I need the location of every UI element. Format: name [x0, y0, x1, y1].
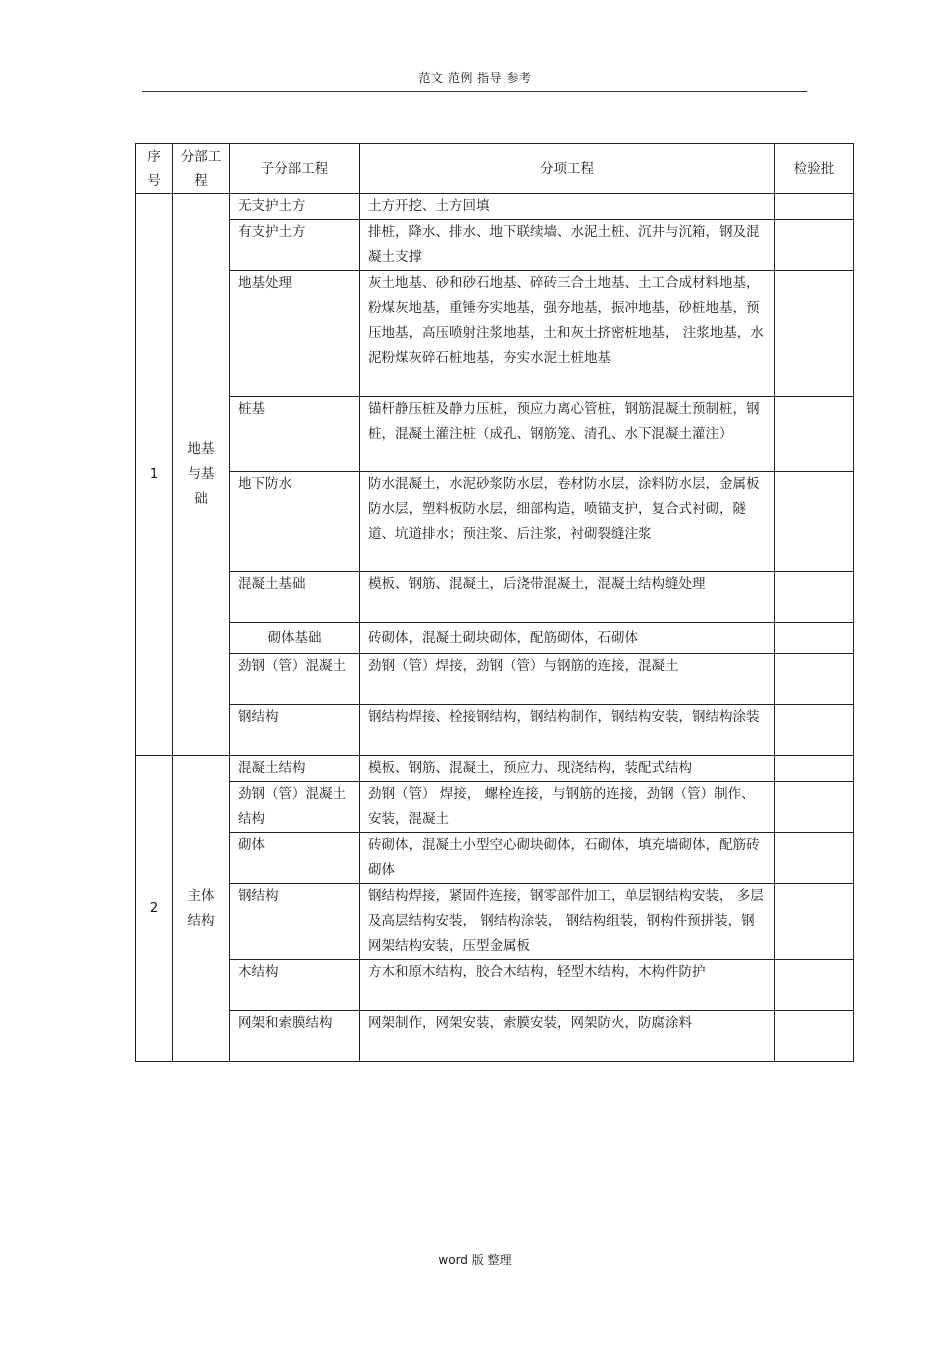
table-row — [136, 705, 854, 756]
table-row — [136, 884, 854, 960]
subdivision-cell: 木结构 — [230, 960, 360, 1011]
header-divider — [142, 91, 807, 92]
group-no: 1 — [136, 194, 173, 756]
table-row — [136, 220, 854, 271]
batch-cell — [775, 397, 854, 472]
batch-cell — [775, 1011, 854, 1062]
table-row — [136, 623, 854, 654]
batch-cell — [775, 884, 854, 960]
subdivision-cell: 砌体基础 — [230, 623, 360, 654]
subdivision-cell: 劲钢（管）混凝土 — [230, 654, 360, 705]
batch-cell — [775, 194, 854, 220]
items-cell: 方木和原木结构，胶合木结构，轻型木结构，木构件防护 — [360, 960, 775, 1011]
items-cell: 钢结构焊接，紧固件连接，钢零部件加工，单层钢结构安装， 多层及高层结构安装， 钢结构涂装， 钢结构组装，钢构件预拼装，钢网架结构安装，压型金属板 — [360, 884, 775, 960]
items-cell: 模板、钢筋、混凝土，后浇带混凝土，混凝土结构缝处理 — [360, 572, 775, 623]
table-row — [136, 472, 854, 572]
items-cell: 排桩，降水、排水、地下联续墙、水泥土桩、沉井与沉箱，钢及混凝土支撑 — [360, 220, 775, 271]
batch-cell — [775, 960, 854, 1011]
items-cell: 劲钢（管）焊接，劲钢（管）与钢筋的连接，混凝土 — [360, 654, 775, 705]
table-row — [136, 572, 854, 623]
subdivision-cell: 砌体 — [230, 833, 360, 884]
items-cell: 灰土地基、砂和砂石地基、碎砖三合土地基、土工合成材料地基，粉煤灰地基，重锤夯实地基，强夯地基，振冲地基，砂桩地基，预压地基，高压喷射注浆地基，土和灰土挤密桩地基， 注浆地基，水泥粉煤灰碎石桩地基，夯实水泥土桩地基 — [360, 271, 775, 397]
table-row — [136, 782, 854, 833]
table-row — [136, 654, 854, 705]
batch-cell — [775, 782, 854, 833]
subdivision-cell: 混凝土基础 — [230, 572, 360, 623]
items-cell: 钢结构焊接、栓接钢结构，钢结构制作，钢结构安装，钢结构涂装 — [360, 705, 775, 756]
header-batch: 检验批 — [775, 144, 854, 194]
table-row — [136, 271, 854, 397]
subdivision-cell: 无支护土方 — [230, 194, 360, 220]
header-division: 分部工程 — [173, 144, 230, 194]
header-no: 序号 — [136, 144, 173, 194]
subdivision-cell: 钢结构 — [230, 884, 360, 960]
subdivision-cell: 地基处理 — [230, 271, 360, 397]
table-row — [136, 833, 854, 884]
group-no: 2 — [136, 756, 173, 1062]
project-division-table — [135, 143, 854, 1062]
items-cell: 砖砌体，混凝土砌块砌体，配筋砌体，石砌体 — [360, 623, 775, 654]
batch-cell — [775, 705, 854, 756]
page-footer: word 版 整理 — [438, 1253, 512, 1267]
table-row — [136, 756, 854, 782]
subdivision-cell: 有支护土方 — [230, 220, 360, 271]
subdivision-cell: 地下防水 — [230, 472, 360, 572]
batch-cell — [775, 654, 854, 705]
items-cell: 模板、钢筋、混凝土，预应力、现浇结构，装配式结构 — [360, 756, 775, 782]
table-row — [136, 194, 854, 220]
subdivision-cell: 钢结构 — [230, 705, 360, 756]
subdivision-cell: 网架和索膜结构 — [230, 1011, 360, 1062]
items-cell: 锚杆静压桩及静力压桩，预应力离心管桩，钢筋混凝土预制桩，钢桩，混凝土灌注桩（成孔、钢筋笼、清孔、水下混凝土灌注） — [360, 397, 775, 472]
table-row — [136, 397, 854, 472]
group-division-name: 主体结构 — [173, 756, 230, 1062]
subdivision-cell: 桩基 — [230, 397, 360, 472]
items-cell: 土方开挖、土方回填 — [360, 194, 775, 220]
items-cell: 防水混凝土，水泥砂浆防水层，卷材防水层，涂料防水层，金属板防水层，塑料板防水层，细部构造，喷锚支护，复合式衬砌，隧道、坑道排水；预注浆、后注浆，衬砌裂缝注浆 — [360, 472, 775, 572]
batch-cell — [775, 833, 854, 884]
table-header-row — [136, 144, 854, 194]
batch-cell — [775, 572, 854, 623]
header-subdivision: 子分部工程 — [230, 144, 360, 194]
items-cell: 网架制作，网架安装，索膜安装，网架防火，防腐涂料 — [360, 1011, 775, 1062]
batch-cell — [775, 472, 854, 572]
table-row — [136, 1011, 854, 1062]
subdivision-cell: 劲钢（管）混凝土结构 — [230, 782, 360, 833]
items-cell: 砖砌体，混凝土小型空心砌块砌体，石砌体，填充墙砌体，配筋砖砌体 — [360, 833, 775, 884]
batch-cell — [775, 756, 854, 782]
batch-cell — [775, 271, 854, 397]
header-items: 分项工程 — [360, 144, 775, 194]
batch-cell — [775, 220, 854, 271]
table-row — [136, 960, 854, 1011]
group-division-name: 地基与基础 — [173, 194, 230, 756]
items-cell: 劲钢（管） 焊接， 螺栓连接，与钢筋的连接，劲钢（管）制作、安装，混凝土 — [360, 782, 775, 833]
batch-cell — [775, 623, 854, 654]
page-header: 范文 范例 指导 参考 — [418, 71, 532, 85]
subdivision-cell: 混凝土结构 — [230, 756, 360, 782]
